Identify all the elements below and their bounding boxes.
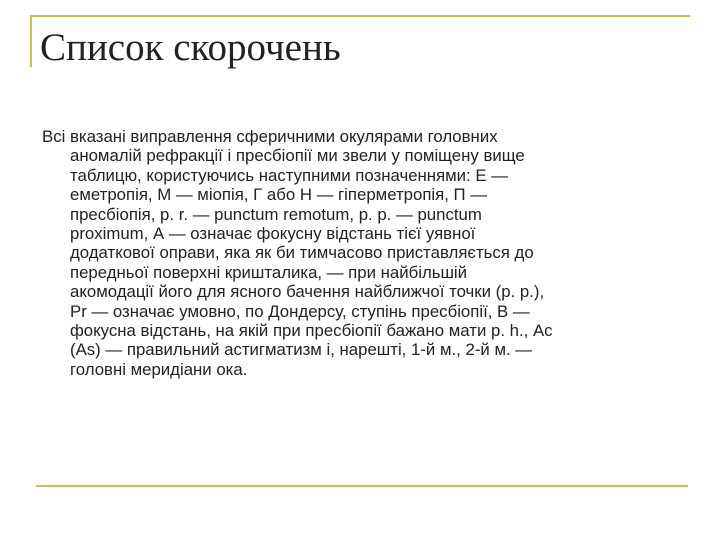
- body-line: передньої поверхні кришталика, — при найбільшій: [70, 262, 468, 282]
- body-line: еметропія, М — міопія, Г або Н — гіперметропія, П —: [70, 185, 488, 205]
- body-line: Всі вказані виправлення сферичними окулярами головних: [42, 127, 498, 146]
- body-line: таблицю, користуючись наступними позначеннями: Е —: [70, 165, 509, 185]
- bottom-rule: [36, 485, 688, 487]
- body-line: акомодації його для ясного бачення найближчої точки (р. р.),: [70, 282, 545, 302]
- body-line: аномалій рефракції і пресбіопії ми звели у поміщену вище: [70, 146, 525, 166]
- body-line: додаткової оправи, яка як би тимчасово приставляється до: [70, 243, 534, 263]
- body-line: (As) — правильний астигматизм і, нарешті, 1-й м., 2-й м. —: [70, 340, 533, 360]
- body-line: головні меридіани ока.: [70, 359, 248, 379]
- top-rule: [30, 15, 690, 17]
- body-line: Pr — означає умовно, по Дондерсу, ступінь пресбіопії, В —: [70, 301, 530, 321]
- left-rule: [30, 15, 32, 67]
- body-line: фокусна відстань, на якій при пресбіопії бажано мати р. h., Ас: [70, 321, 553, 341]
- body-line: пресбіопія, p. r. — punctum remotum, p. p. — punctum: [70, 204, 482, 224]
- body-line: proximum, А — означає фокусну відстань тієї уявної: [70, 224, 476, 244]
- body-paragraph: [42, 127, 692, 379]
- slide-title: Список скорочень: [40, 26, 341, 69]
